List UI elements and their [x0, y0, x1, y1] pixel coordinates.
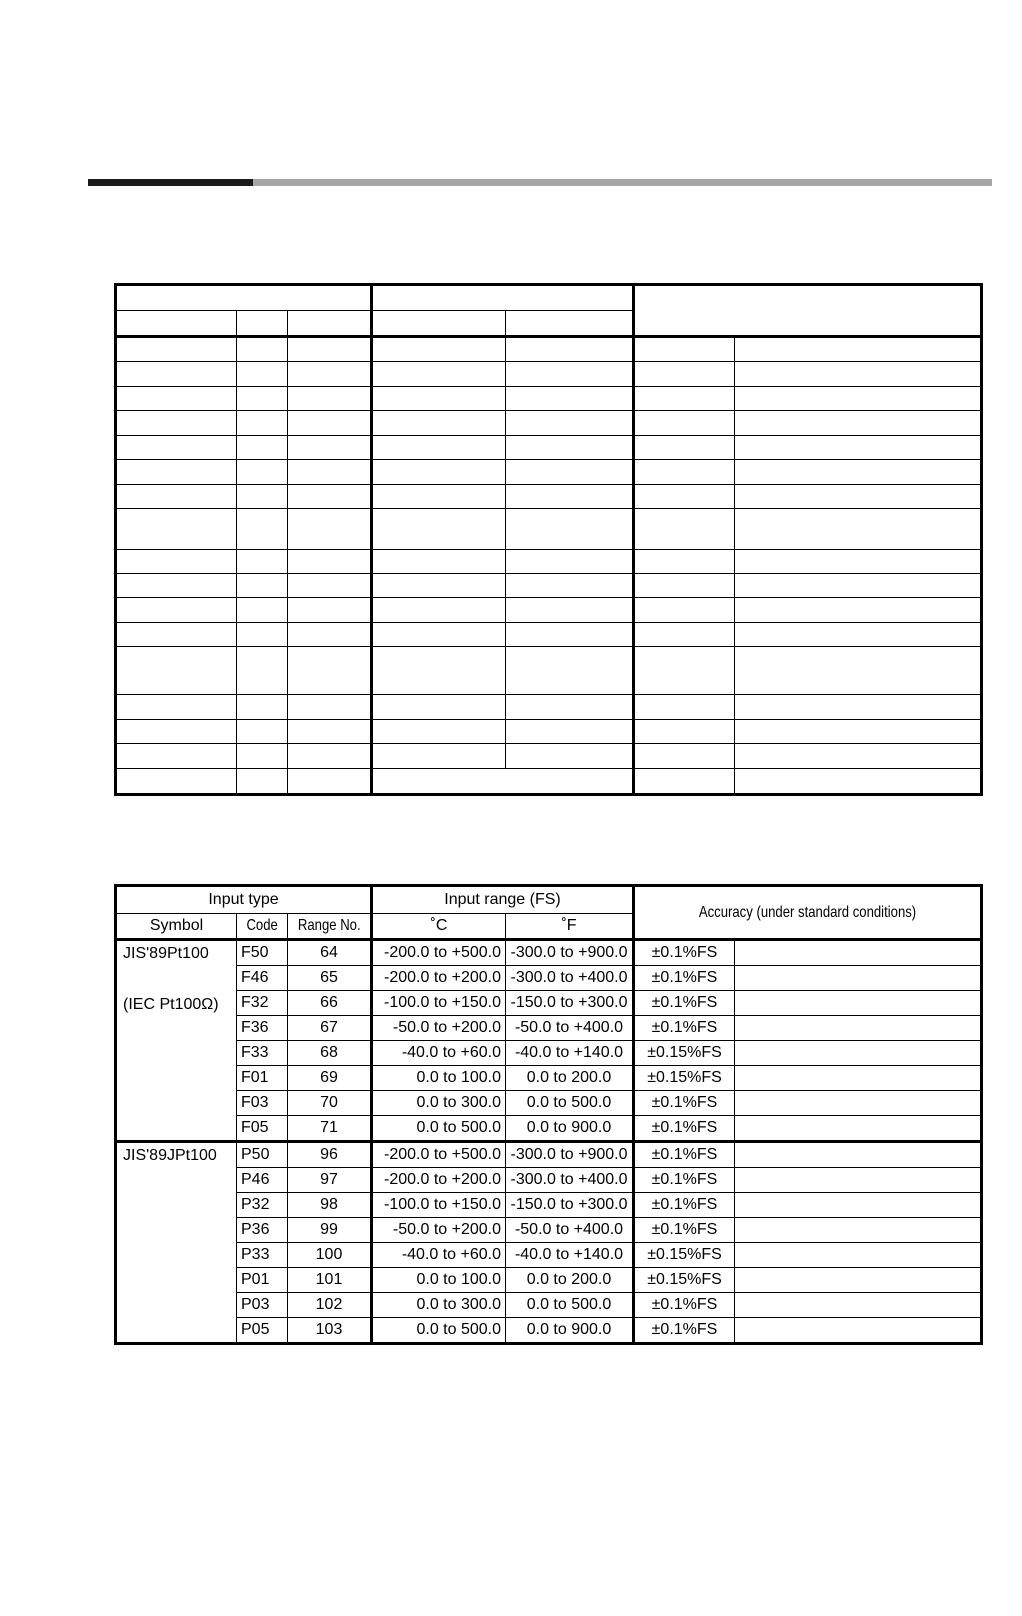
empty-cell	[735, 744, 982, 769]
celsius-range-cell: -100.0 to +150.0	[372, 1193, 506, 1218]
empty-cell	[735, 411, 982, 436]
empty-cell	[634, 436, 735, 460]
table-row	[116, 1041, 982, 1066]
empty-cell	[506, 550, 634, 574]
table-row	[116, 1142, 982, 1168]
empty-cell	[237, 647, 288, 695]
empty-cell	[735, 1016, 982, 1041]
empty-cell	[288, 769, 372, 795]
empty-cell	[506, 744, 634, 769]
empty-cell	[116, 436, 237, 460]
range-no-cell: 99	[288, 1218, 372, 1243]
empty-cell	[634, 574, 735, 598]
empty-cell	[735, 1142, 982, 1168]
table-row	[116, 966, 982, 991]
empty-cell	[372, 362, 506, 387]
code-cell: F36	[237, 1016, 288, 1041]
empty-cell	[634, 550, 735, 574]
empty-cell	[288, 623, 372, 647]
empty-cell	[288, 311, 372, 337]
accuracy-cell: ±0.1%FS	[634, 1293, 735, 1318]
empty-cell	[735, 769, 982, 795]
code-cell: F46	[237, 966, 288, 991]
code-cell: P32	[237, 1193, 288, 1218]
table-row	[116, 1243, 982, 1268]
code-cell: P46	[237, 1168, 288, 1193]
empty-cell	[506, 598, 634, 623]
empty-cell	[116, 509, 237, 550]
empty-cell	[735, 623, 982, 647]
fahrenheit-range-cell: 0.0 to 500.0	[506, 1091, 634, 1116]
empty-cell	[237, 311, 288, 337]
empty-cell	[735, 1193, 982, 1218]
empty-cell	[288, 387, 372, 411]
empty-cell	[288, 720, 372, 744]
code-cell: F01	[237, 1066, 288, 1091]
range-no-cell: 71	[288, 1116, 372, 1142]
empty-cell	[735, 1243, 982, 1268]
empty-cell	[735, 1066, 982, 1091]
empty-cell	[372, 509, 506, 550]
empty-cell	[506, 509, 634, 550]
accuracy-cell: ±0.1%FS	[634, 940, 735, 966]
table-row	[116, 1218, 982, 1243]
empty-cell	[116, 485, 237, 509]
accuracy-cell: ±0.15%FS	[634, 1066, 735, 1091]
empty-cell	[288, 550, 372, 574]
empty-cell	[634, 387, 735, 411]
empty-cell	[116, 337, 237, 362]
empty-cell	[372, 623, 506, 647]
empty-cell	[372, 647, 506, 695]
empty-cell	[116, 623, 237, 647]
accuracy-cell: ±0.1%FS	[634, 1116, 735, 1142]
celsius-range-cell: -200.0 to +500.0	[372, 1142, 506, 1168]
empty-cell	[634, 695, 735, 720]
empty-cell	[735, 720, 982, 744]
header-code: Code	[237, 914, 288, 940]
empty-cell	[237, 411, 288, 436]
table-row	[116, 1091, 982, 1116]
empty-cell	[372, 720, 506, 744]
range-no-cell: 64	[288, 940, 372, 966]
accuracy-cell: ±0.1%FS	[634, 1016, 735, 1041]
empty-cell	[634, 647, 735, 695]
empty-cell	[372, 695, 506, 720]
range-no-cell: 98	[288, 1193, 372, 1218]
empty-cell	[288, 574, 372, 598]
table-row	[116, 1016, 982, 1041]
section-rule-gray	[253, 179, 992, 186]
empty-cell	[506, 337, 634, 362]
empty-spec-table	[114, 283, 983, 796]
empty-cell	[288, 362, 372, 387]
code-cell: P50	[237, 1142, 288, 1168]
empty-cell	[237, 509, 288, 550]
range-no-cell: 67	[288, 1016, 372, 1041]
range-no-cell: 97	[288, 1168, 372, 1193]
empty-cell	[237, 485, 288, 509]
empty-cell	[288, 598, 372, 623]
empty-cell	[735, 940, 982, 966]
empty-cell	[372, 411, 506, 436]
accuracy-cell: ±0.1%FS	[634, 1193, 735, 1218]
symbol-text: JIS'89JPt100	[123, 1147, 217, 1164]
empty-cell	[237, 387, 288, 411]
empty-cell	[634, 598, 735, 623]
empty-cell	[634, 285, 982, 337]
empty-cell	[237, 744, 288, 769]
empty-cell	[735, 1091, 982, 1116]
accuracy-cell: ±0.1%FS	[634, 1218, 735, 1243]
table-row	[116, 1168, 982, 1193]
empty-cell	[634, 744, 735, 769]
code-cell: P03	[237, 1293, 288, 1318]
celsius-range-cell: 0.0 to 300.0	[372, 1293, 506, 1318]
accuracy-cell: ±0.15%FS	[634, 1243, 735, 1268]
empty-cell	[237, 623, 288, 647]
empty-cell	[288, 460, 372, 485]
accuracy-cell: ±0.15%FS	[634, 1041, 735, 1066]
accuracy-cell: ±0.15%FS	[634, 1268, 735, 1293]
empty-cell	[116, 285, 372, 311]
empty-cell	[506, 460, 634, 485]
empty-cell	[506, 311, 634, 337]
empty-cell	[288, 337, 372, 362]
empty-cell	[288, 695, 372, 720]
code-cell: F50	[237, 940, 288, 966]
accuracy-cell: ±0.1%FS	[634, 1142, 735, 1168]
empty-cell	[116, 387, 237, 411]
empty-cell	[735, 598, 982, 623]
empty-cell	[735, 1293, 982, 1318]
header-range-no: Range No.	[288, 914, 372, 940]
empty-cell	[634, 411, 735, 436]
celsius-range-cell: -200.0 to +200.0	[372, 966, 506, 991]
fahrenheit-range-cell: 0.0 to 200.0	[506, 1066, 634, 1091]
empty-cell	[735, 485, 982, 509]
range-no-cell: 100	[288, 1243, 372, 1268]
accuracy-cell: ±0.1%FS	[634, 1168, 735, 1193]
empty-cell	[372, 744, 506, 769]
celsius-range-cell: -100.0 to +150.0	[372, 991, 506, 1016]
celsius-range-cell: -200.0 to +200.0	[372, 1168, 506, 1193]
celsius-range-cell: -40.0 to +60.0	[372, 1243, 506, 1268]
fahrenheit-range-cell: -300.0 to +400.0	[506, 966, 634, 991]
celsius-range-cell: -200.0 to +500.0	[372, 940, 506, 966]
fahrenheit-range-cell: -150.0 to +300.0	[506, 991, 634, 1016]
empty-cell	[116, 647, 237, 695]
fahrenheit-range-cell: 0.0 to 900.0	[506, 1318, 634, 1344]
empty-cell	[735, 1268, 982, 1293]
empty-cell	[237, 769, 288, 795]
input-range-table	[114, 884, 983, 1345]
empty-cell	[634, 769, 735, 795]
celsius-range-cell: -50.0 to +200.0	[372, 1218, 506, 1243]
empty-cell	[116, 695, 237, 720]
celsius-range-cell: 0.0 to 100.0	[372, 1268, 506, 1293]
empty-cell	[634, 509, 735, 550]
code-cell: F03	[237, 1091, 288, 1116]
table-row	[116, 1318, 982, 1344]
empty-cell	[506, 411, 634, 436]
fahrenheit-range-cell: 0.0 to 200.0	[506, 1268, 634, 1293]
range-no-cell: 102	[288, 1293, 372, 1318]
empty-cell	[634, 720, 735, 744]
empty-cell	[735, 647, 982, 695]
fahrenheit-range-cell: -40.0 to +140.0	[506, 1243, 634, 1268]
code-cell: F05	[237, 1116, 288, 1142]
empty-cell	[372, 460, 506, 485]
empty-cell	[506, 436, 634, 460]
empty-cell	[237, 362, 288, 387]
code-cell: F32	[237, 991, 288, 1016]
empty-cell	[116, 720, 237, 744]
empty-cell	[372, 485, 506, 509]
empty-cell	[372, 550, 506, 574]
empty-cell	[735, 362, 982, 387]
empty-cell	[506, 720, 634, 744]
empty-cell	[735, 460, 982, 485]
empty-cell	[735, 1318, 982, 1344]
empty-cell	[237, 337, 288, 362]
symbol-text	[123, 967, 236, 993]
empty-cell	[634, 362, 735, 387]
empty-cell	[237, 436, 288, 460]
celsius-range-cell: 0.0 to 300.0	[372, 1091, 506, 1116]
empty-cell	[288, 436, 372, 460]
empty-cell	[288, 411, 372, 436]
symbol-text: (IEC Pt100Ω)	[123, 996, 219, 1014]
empty-cell	[237, 695, 288, 720]
fahrenheit-range-cell: -50.0 to +400.0	[506, 1016, 634, 1041]
fahrenheit-range-cell: 0.0 to 900.0	[506, 1116, 634, 1142]
code-cell: P36	[237, 1218, 288, 1243]
empty-cell	[372, 387, 506, 411]
empty-cell	[372, 769, 634, 795]
empty-cell	[237, 574, 288, 598]
table-row	[116, 991, 982, 1016]
empty-cell	[735, 966, 982, 991]
celsius-range-cell: 0.0 to 500.0	[372, 1116, 506, 1142]
symbol-cell	[116, 940, 237, 1142]
empty-cell	[116, 769, 237, 795]
fahrenheit-range-cell: -150.0 to +300.0	[506, 1193, 634, 1218]
fahrenheit-range-cell: -40.0 to +140.0	[506, 1041, 634, 1066]
code-cell: P01	[237, 1268, 288, 1293]
empty-cell	[735, 550, 982, 574]
fahrenheit-range-cell: -300.0 to +900.0	[506, 1142, 634, 1168]
empty-cell	[372, 311, 506, 337]
section-rule-dark	[88, 179, 253, 186]
empty-cell	[735, 1218, 982, 1243]
table-row	[116, 1268, 982, 1293]
empty-cell	[372, 285, 634, 311]
empty-cell	[116, 744, 237, 769]
empty-cell	[372, 598, 506, 623]
empty-cell	[506, 647, 634, 695]
header-fahrenheit: ˚F	[506, 914, 634, 940]
accuracy-cell: ±0.1%FS	[634, 966, 735, 991]
accuracy-cell: ±0.1%FS	[634, 991, 735, 1016]
empty-cell	[237, 598, 288, 623]
empty-cell	[116, 574, 237, 598]
empty-cell	[735, 1168, 982, 1193]
empty-cell	[735, 574, 982, 598]
fahrenheit-range-cell: -300.0 to +900.0	[506, 940, 634, 966]
empty-cell	[237, 720, 288, 744]
empty-cell	[288, 647, 372, 695]
header-accuracy: Accuracy (under standard conditions)	[634, 886, 982, 940]
range-no-cell: 101	[288, 1268, 372, 1293]
empty-cell	[372, 337, 506, 362]
empty-cell	[288, 509, 372, 550]
header-celsius: ˚C	[372, 914, 506, 940]
empty-cell	[506, 387, 634, 411]
range-no-cell: 96	[288, 1142, 372, 1168]
empty-cell	[506, 362, 634, 387]
fahrenheit-range-cell: 0.0 to 500.0	[506, 1293, 634, 1318]
range-no-cell: 66	[288, 991, 372, 1016]
empty-cell	[372, 436, 506, 460]
range-no-cell: 69	[288, 1066, 372, 1091]
range-no-cell: 65	[288, 966, 372, 991]
empty-cell	[735, 337, 982, 362]
empty-cell	[506, 695, 634, 720]
empty-cell	[237, 460, 288, 485]
celsius-range-cell: -50.0 to +200.0	[372, 1016, 506, 1041]
empty-cell	[116, 311, 237, 337]
range-no-cell: 70	[288, 1091, 372, 1116]
header-symbol: Symbol	[116, 914, 237, 940]
empty-cell	[288, 744, 372, 769]
empty-cell	[735, 436, 982, 460]
header-input-range: Input range (FS)	[372, 886, 634, 914]
empty-cell	[116, 460, 237, 485]
empty-cell	[735, 991, 982, 1016]
empty-cell	[735, 1116, 982, 1142]
celsius-range-cell: -40.0 to +60.0	[372, 1041, 506, 1066]
code-cell: P33	[237, 1243, 288, 1268]
table-row	[116, 1066, 982, 1091]
empty-cell	[506, 623, 634, 647]
code-cell: F33	[237, 1041, 288, 1066]
empty-cell	[735, 1041, 982, 1066]
code-cell: P05	[237, 1318, 288, 1344]
empty-cell	[634, 485, 735, 509]
accuracy-cell: ±0.1%FS	[634, 1318, 735, 1344]
empty-cell	[506, 485, 634, 509]
range-no-cell: 68	[288, 1041, 372, 1066]
symbol-cell	[116, 1142, 237, 1344]
empty-cell	[116, 362, 237, 387]
table-row	[116, 1116, 982, 1142]
table-row	[116, 1193, 982, 1218]
table-row	[116, 940, 982, 966]
empty-cell	[288, 485, 372, 509]
empty-cell	[116, 550, 237, 574]
empty-cell	[237, 550, 288, 574]
celsius-range-cell: 0.0 to 100.0	[372, 1066, 506, 1091]
fahrenheit-range-cell: -300.0 to +400.0	[506, 1168, 634, 1193]
empty-cell	[735, 509, 982, 550]
empty-cell	[634, 623, 735, 647]
empty-cell	[116, 598, 237, 623]
table-row	[116, 1293, 982, 1318]
empty-cell	[634, 460, 735, 485]
empty-cell	[116, 411, 237, 436]
empty-cell	[634, 337, 735, 362]
accuracy-cell: ±0.1%FS	[634, 1091, 735, 1116]
empty-cell	[735, 695, 982, 720]
empty-cell	[372, 574, 506, 598]
header-input-type: Input type	[116, 886, 372, 914]
celsius-range-cell: 0.0 to 500.0	[372, 1318, 506, 1344]
empty-cell	[735, 387, 982, 411]
symbol-text: JIS'89Pt100	[123, 945, 209, 962]
range-no-cell: 103	[288, 1318, 372, 1344]
empty-cell	[506, 574, 634, 598]
fahrenheit-range-cell: -50.0 to +400.0	[506, 1218, 634, 1243]
